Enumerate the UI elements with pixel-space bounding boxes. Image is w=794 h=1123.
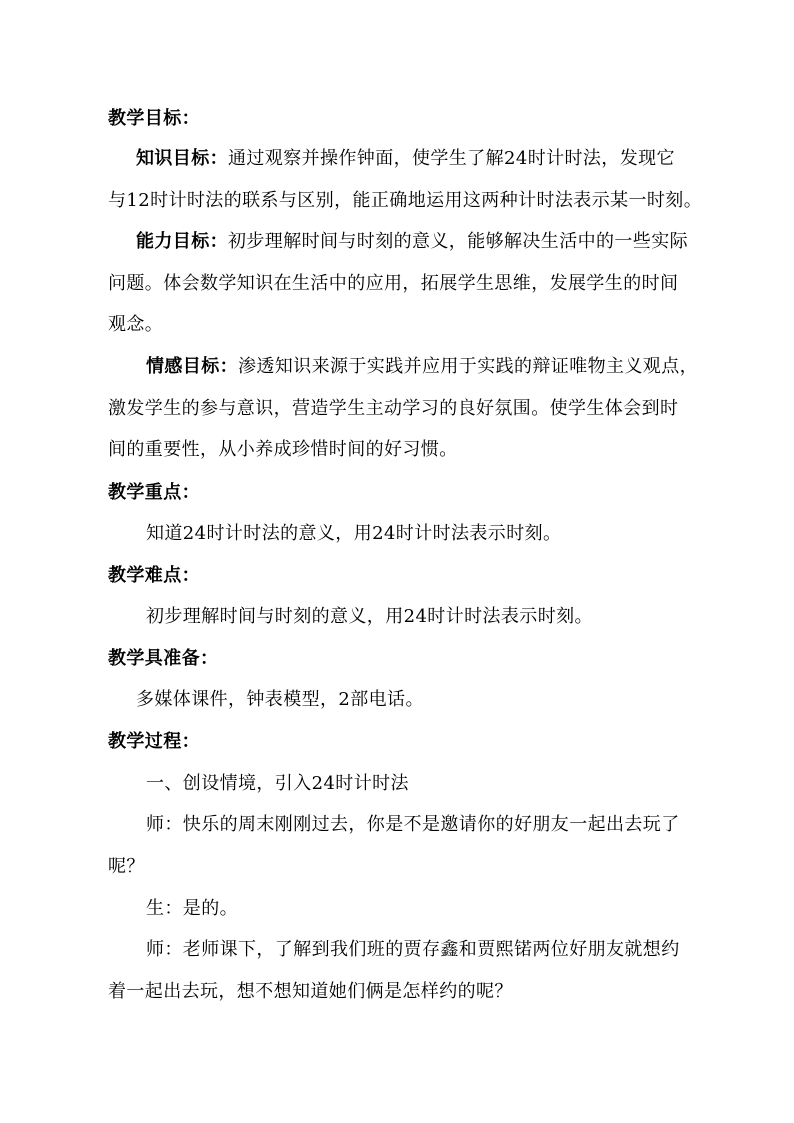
ability-objective-line1	[136, 230, 688, 254]
emotion-objective-line2: 激发学生的参与意识，营造学生主动学习的良好氛围。使学生体会到时	[108, 398, 679, 419]
heading-difficulties: 教学难点：	[108, 565, 200, 586]
process-step1: 一、创设情境，引入24时计时法	[146, 773, 409, 794]
emotion-objective-line3: 间的重要性，从小养成珍惜时间的好习惯。	[108, 439, 458, 460]
heading-process: 教学过程：	[108, 731, 200, 752]
teacher-dialogue2-line1: 师：老师课下，了解到我们班的贾存鑫和贾熙锘两位好朋友就想约	[146, 939, 680, 960]
heading-key-points: 教学重点：	[108, 482, 200, 503]
knowledge-objective-line2: 与12时计时法的联系与区别，能正确地运用这两种计时法表示某一时刻。	[108, 190, 703, 211]
knowledge-objective-text1: 通过观察并操作钟面，使学生了解24时计时法，发现它	[228, 148, 675, 169]
emotion-objective-label: 情感目标：	[146, 356, 238, 377]
emotion-objective-text1: 渗透知识来源于实践并应用于实践的辩证唯物主义观点，	[238, 356, 698, 377]
materials-text: 多媒体课件，钟表模型，2部电话。	[136, 689, 424, 710]
emotion-objective-line1	[146, 355, 698, 379]
knowledge-objective-label: 知识目标：	[136, 148, 228, 169]
heading-materials: 教学具准备：	[108, 648, 219, 669]
heading-objectives: 教学目标：	[108, 108, 200, 129]
ability-objective-line2: 问题。体会数学知识在生活中的应用，拓展学生思维，发展学生的时间	[108, 273, 679, 294]
teacher-dialogue2-line2: 着一起出去玩，想不想知道她们俩是怎样约的呢？	[108, 981, 513, 1002]
difficulties-text: 初步理解时间与时刻的意义，用24时计时法表示时刻。	[146, 606, 593, 627]
ability-objective-label: 能力目标：	[136, 231, 228, 252]
knowledge-objective-line1	[136, 147, 675, 171]
teacher-dialogue1-line2: 呢？	[108, 856, 145, 877]
student-dialogue1: 生：是的。	[146, 898, 238, 919]
teacher-dialogue1-line1: 师：快乐的周末刚刚过去，你是不是邀请你的好朋友一起出去玩了	[146, 814, 680, 835]
key-points-text: 知道24时计时法的意义，用24时计时法表示时刻。	[146, 523, 562, 544]
ability-objective-text1: 初步理解时间与时刻的意义，能够解决生活中的一些实际	[228, 231, 688, 252]
ability-objective-line3: 观念。	[108, 314, 164, 335]
